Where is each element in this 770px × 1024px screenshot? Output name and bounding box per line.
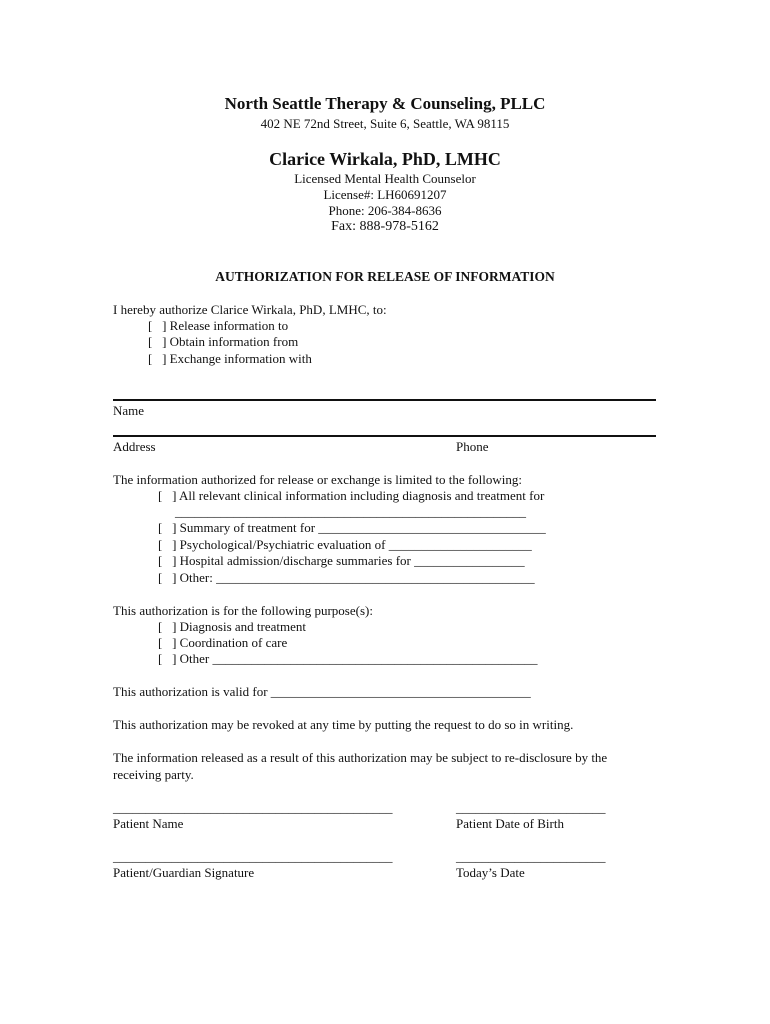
release-to-checkbox[interactable]: [ ] Release information to — [148, 318, 289, 333]
redisclosure-line-1: The information released as a result of this authorization may be subject to re-disclosure by the — [113, 750, 608, 765]
provider-license: License#: LH60691207 — [323, 187, 447, 202]
address-field-line[interactable] — [113, 435, 656, 437]
todays-date-label: Today’s Date — [456, 865, 525, 880]
practice-name: North Seattle Therapy & Counseling, PLLC — [224, 94, 546, 113]
patient-dob-line[interactable]: _______________________ — [456, 800, 606, 815]
exchange-with-checkbox[interactable]: [ ] Exchange information with — [148, 351, 312, 366]
revoke-statement: This authorization may be revoked at any time by putting the request to do so in writing. — [113, 717, 574, 732]
hospital-summaries-checkbox[interactable]: [ ] Hospital admission/discharge summaries for _________________ — [158, 553, 525, 568]
info-intro: The information authorized for release or exchange is limited to the following: — [113, 472, 523, 487]
obtain-from-checkbox[interactable]: [ ] Obtain information from — [148, 334, 299, 349]
redisclosure-line-2: receiving party. — [113, 767, 194, 782]
provider-title: Licensed Mental Health Counselor — [294, 171, 476, 186]
psych-evaluation-checkbox[interactable]: [ ] Psychological/Psychiatric evaluation of ______________________ — [158, 537, 532, 552]
address-label: Address — [113, 439, 156, 454]
purpose-other-checkbox[interactable]: [ ] Other __________________________________________________ — [158, 651, 538, 666]
authorize-intro: I hereby authorize Clarice Wirkala, PhD, LMHC, to: — [113, 302, 387, 317]
diagnosis-treatment-checkbox[interactable]: [ ] Diagnosis and treatment — [158, 619, 307, 634]
provider-phone: Phone: 206-384-8636 — [328, 203, 442, 218]
info-other-checkbox[interactable]: [ ] Other: _________________________________________________ — [158, 570, 535, 585]
todays-date-line[interactable]: _______________________ — [456, 849, 606, 864]
form-title: AUTHORIZATION FOR RELEASE OF INFORMATION — [215, 269, 555, 284]
provider-fax: Fax: 888-978-5162 — [331, 219, 439, 234]
name-field-line[interactable] — [113, 399, 656, 401]
valid-for-field[interactable]: This authorization is valid for ________________________________________ — [113, 684, 531, 699]
coordination-care-checkbox[interactable]: [ ] Coordination of care — [158, 635, 288, 650]
guardian-signature-label: Patient/Guardian Signature — [113, 865, 255, 880]
summary-treatment-checkbox[interactable]: [ ] Summary of treatment for ___________________________________ — [158, 520, 546, 535]
purpose-intro: This authorization is for the following purpose(s): — [113, 603, 373, 618]
phone-label: Phone — [456, 439, 489, 454]
patient-name-label: Patient Name — [113, 816, 184, 831]
all-clinical-info-checkbox[interactable]: [ ] All relevant clinical information including diagnosis and treatment for — [158, 488, 545, 503]
all-clinical-info-line[interactable]: ______________________________________________________ — [175, 504, 526, 519]
patient-dob-label: Patient Date of Birth — [456, 816, 564, 831]
practice-address: 402 NE 72nd Street, Suite 6, Seattle, WA 98115 — [260, 116, 510, 131]
provider-name: Clarice Wirkala, PhD, LMHC — [269, 149, 501, 169]
patient-name-line[interactable]: ___________________________________________ — [113, 800, 393, 815]
guardian-signature-line[interactable]: ___________________________________________ — [113, 849, 393, 864]
name-label: Name — [113, 403, 145, 418]
